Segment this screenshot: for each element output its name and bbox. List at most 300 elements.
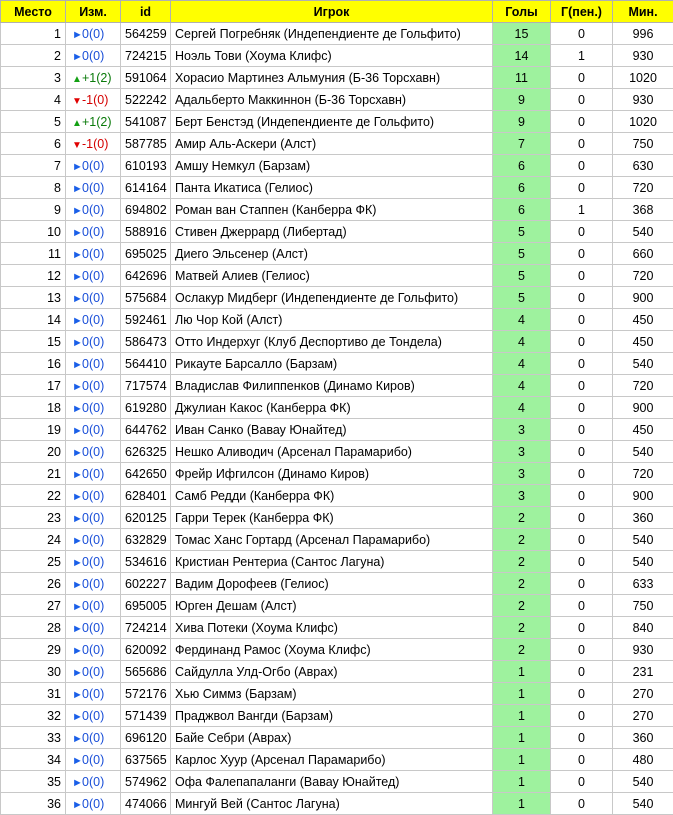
change-cell [66,463,121,485]
change-value: 0(0) [82,335,104,349]
place-cell: 30 [1,661,66,683]
col-header-id[interactable]: id [121,1,171,23]
col-header-change[interactable]: Изм. [66,1,121,23]
goals-cell: 5 [493,287,551,309]
place-cell: 34 [1,749,66,771]
table-row [1,749,673,771]
player-name-cell[interactable]: Праджвол Вангди (Барзам) [171,705,493,727]
player-name-cell[interactable]: Ноэль Тови (Хоума Клифс) [171,45,493,67]
player-name-cell[interactable]: Панта Икатиса (Гелиос) [171,177,493,199]
play-right-icon: ► [72,711,82,723]
penalty-goals-cell: 0 [551,111,613,133]
place-cell: 36 [1,793,66,815]
penalty-goals-cell: 0 [551,727,613,749]
change-cell [66,441,121,463]
place-cell: 18 [1,397,66,419]
goals-cell: 7 [493,133,551,155]
change-cell [66,397,121,419]
player-name-cell[interactable]: Стивен Джеррард (Либертад) [171,221,493,243]
change-value: +1(2) [82,71,112,85]
player-id-cell: 587785 [121,133,171,155]
change-value: 0(0) [82,511,104,525]
player-name-cell[interactable]: Кристиан Рентериа (Сантос Лагуна) [171,551,493,573]
player-name-cell[interactable]: Амшу Немкул (Барзам) [171,155,493,177]
change-cell [66,243,121,265]
change-cell [66,551,121,573]
goals-cell: 11 [493,67,551,89]
table-row [1,199,673,221]
change-cell [66,45,121,67]
penalty-goals-cell: 0 [551,771,613,793]
change-value: 0(0) [82,423,104,437]
play-right-icon: ► [72,579,82,591]
penalty-goals-cell: 0 [551,485,613,507]
place-cell: 35 [1,771,66,793]
player-name-cell[interactable]: Карлос Хуур (Арсенал Парамарибо) [171,749,493,771]
table-row [1,705,673,727]
change-value: 0(0) [82,181,104,195]
table-row [1,507,673,529]
change-cell [66,177,121,199]
play-right-icon: ► [72,359,82,371]
change-value: 0(0) [82,291,104,305]
place-cell: 27 [1,595,66,617]
change-cell [66,309,121,331]
change-value: 0(0) [82,577,104,591]
play-right-icon: ► [72,535,82,547]
table-row [1,463,673,485]
penalty-goals-cell: 0 [551,309,613,331]
player-name-cell[interactable]: Гарри Терек (Канберра ФК) [171,507,493,529]
player-id-cell: 694802 [121,199,171,221]
place-cell: 32 [1,705,66,727]
play-right-icon: ► [72,161,82,173]
play-right-icon: ► [72,29,82,41]
goals-cell: 4 [493,331,551,353]
play-right-icon: ► [72,205,82,217]
col-header-goals[interactable]: Голы [493,1,551,23]
play-right-icon: ► [72,271,82,283]
change-cell [66,133,121,155]
goals-cell: 5 [493,221,551,243]
change-cell [66,573,121,595]
change-value: 0(0) [82,203,104,217]
goals-cell: 3 [493,463,551,485]
minutes-cell: 750 [613,133,673,155]
player-id-cell: 571439 [121,705,171,727]
change-cell [66,793,121,815]
player-name-cell[interactable]: Томас Ханс Гортард (Арсенал Парамарибо) [171,529,493,551]
penalty-goals-cell: 0 [551,441,613,463]
change-value: 0(0) [82,467,104,481]
goals-cell: 6 [493,177,551,199]
penalty-goals-cell: 0 [551,661,613,683]
goals-cell: 15 [493,23,551,45]
table-row [1,441,673,463]
minutes-cell: 930 [613,45,673,67]
change-value: 0(0) [82,665,104,679]
penalty-goals-cell: 0 [551,749,613,771]
player-id-cell: 717574 [121,375,171,397]
player-name-cell[interactable]: Юрген Дешам (Алст) [171,595,493,617]
player-id-cell: 564410 [121,353,171,375]
penalty-goals-cell: 0 [551,155,613,177]
goals-cell: 1 [493,683,551,705]
penalty-goals-cell: 0 [551,23,613,45]
table-row [1,287,673,309]
minutes-cell: 750 [613,595,673,617]
col-header-min[interactable]: Мин. [613,1,673,23]
penalty-goals-cell: 0 [551,683,613,705]
change-value: 0(0) [82,643,104,657]
change-cell [66,749,121,771]
player-name-cell[interactable]: Байе Себри (Аврах) [171,727,493,749]
minutes-cell: 368 [613,199,673,221]
minutes-cell: 450 [613,419,673,441]
place-cell: 15 [1,331,66,353]
goals-cell: 3 [493,485,551,507]
player-id-cell: 695005 [121,595,171,617]
penalty-goals-cell: 0 [551,353,613,375]
minutes-cell: 360 [613,507,673,529]
goals-cell: 5 [493,243,551,265]
change-value: 0(0) [82,401,104,415]
change-value: 0(0) [82,731,104,745]
penalty-goals-cell: 0 [551,177,613,199]
goals-cell: 3 [493,441,551,463]
goals-cell: 2 [493,507,551,529]
player-id-cell: 474066 [121,793,171,815]
player-id-cell: 724214 [121,617,171,639]
goals-cell: 9 [493,89,551,111]
play-right-icon: ► [72,557,82,569]
goals-cell: 1 [493,793,551,815]
player-name-cell[interactable]: Хью Симмз (Барзам) [171,683,493,705]
player-name-cell[interactable]: Фрейр Ифгилсон (Динамо Киров) [171,463,493,485]
table-row [1,375,673,397]
minutes-cell: 540 [613,771,673,793]
place-cell: 20 [1,441,66,463]
player-id-cell: 588916 [121,221,171,243]
change-value: 0(0) [82,775,104,789]
minutes-cell: 930 [613,639,673,661]
player-id-cell: 620125 [121,507,171,529]
minutes-cell: 840 [613,617,673,639]
change-value: 0(0) [82,269,104,283]
player-name-cell[interactable]: Джулиан Какос (Канберра ФК) [171,397,493,419]
change-value: 0(0) [82,379,104,393]
table-row [1,661,673,683]
table-row [1,551,673,573]
change-cell [66,661,121,683]
penalty-goals-cell: 1 [551,45,613,67]
change-value: 0(0) [82,709,104,723]
goals-cell: 1 [493,771,551,793]
penalty-goals-cell: 0 [551,507,613,529]
minutes-cell: 360 [613,727,673,749]
change-cell [66,221,121,243]
minutes-cell: 540 [613,353,673,375]
place-cell: 19 [1,419,66,441]
change-cell [66,23,121,45]
goals-cell: 1 [493,705,551,727]
player-id-cell: 541087 [121,111,171,133]
minutes-cell: 270 [613,705,673,727]
player-name-cell[interactable]: Фердинанд Рамос (Хоума Клифс) [171,639,493,661]
play-right-icon: ► [72,249,82,261]
player-name-cell[interactable]: Амир Аль-Аскери (Алст) [171,133,493,155]
change-value: 0(0) [82,797,104,811]
penalty-goals-cell: 0 [551,617,613,639]
penalty-goals-cell: 0 [551,133,613,155]
table-row [1,155,673,177]
player-id-cell: 575684 [121,287,171,309]
table-row [1,595,673,617]
table-row [1,243,673,265]
place-cell: 28 [1,617,66,639]
goals-cell: 2 [493,595,551,617]
play-right-icon: ► [72,689,82,701]
goals-cell: 4 [493,397,551,419]
player-name-cell[interactable]: Роман ван Стаппен (Канберра ФК) [171,199,493,221]
change-cell [66,507,121,529]
col-header-place[interactable]: Место [1,1,66,23]
penalty-goals-cell: 0 [551,397,613,419]
place-cell: 5 [1,111,66,133]
place-cell: 33 [1,727,66,749]
goals-cell: 4 [493,353,551,375]
table-row [1,177,673,199]
player-name-cell[interactable]: Вадим Дорофеев (Гелиос) [171,573,493,595]
change-value: 0(0) [82,357,104,371]
play-right-icon: ► [72,315,82,327]
change-value: 0(0) [82,49,104,63]
change-cell [66,771,121,793]
table-row [1,529,673,551]
change-value: +1(2) [82,115,112,129]
player-id-cell: 696120 [121,727,171,749]
player-name-cell[interactable]: Хорасио Мартинез Альмуния (Б-36 Торсхавн) [171,67,493,89]
player-id-cell: 642650 [121,463,171,485]
col-header-pen[interactable]: Г(пен.) [551,1,613,23]
player-id-cell: 614164 [121,177,171,199]
player-id-cell: 522242 [121,89,171,111]
place-cell: 17 [1,375,66,397]
play-right-icon: ► [72,799,82,811]
place-cell: 26 [1,573,66,595]
penalty-goals-cell: 0 [551,793,613,815]
change-cell [66,287,121,309]
change-cell [66,199,121,221]
minutes-cell: 450 [613,331,673,353]
player-id-cell: 619280 [121,397,171,419]
player-name-cell[interactable]: Берт Бенстэд (Индепендиенте де Гольфито) [171,111,493,133]
change-value: 0(0) [82,687,104,701]
change-value: 0(0) [82,599,104,613]
place-cell: 24 [1,529,66,551]
minutes-cell: 540 [613,441,673,463]
play-right-icon: ► [72,183,82,195]
play-right-icon: ► [72,645,82,657]
player-name-cell[interactable]: Иван Санко (Вавау Юнайтед) [171,419,493,441]
player-name-cell[interactable]: Диего Эльсенер (Алст) [171,243,493,265]
play-right-icon: ► [72,601,82,613]
player-id-cell: 586473 [121,331,171,353]
place-cell: 25 [1,551,66,573]
change-cell [66,617,121,639]
player-id-cell: 642696 [121,265,171,287]
penalty-goals-cell: 0 [551,705,613,727]
place-cell: 22 [1,485,66,507]
place-cell: 1 [1,23,66,45]
player-id-cell: 610193 [121,155,171,177]
table-row [1,639,673,661]
table-row [1,89,673,111]
table-row [1,221,673,243]
goals-cell: 1 [493,661,551,683]
player-id-cell: 564259 [121,23,171,45]
place-cell: 23 [1,507,66,529]
minutes-cell: 720 [613,463,673,485]
player-name-cell[interactable]: Нешко Аливодич (Арсенал Парамарибо) [171,441,493,463]
goals-cell: 2 [493,617,551,639]
goals-cell: 9 [493,111,551,133]
player-id-cell: 620092 [121,639,171,661]
place-cell: 12 [1,265,66,287]
change-value: -1(0) [82,137,108,151]
change-value: 0(0) [82,445,104,459]
table-row [1,353,673,375]
table-row [1,793,673,815]
change-cell [66,155,121,177]
minutes-cell: 231 [613,661,673,683]
minutes-cell: 630 [613,155,673,177]
table-row [1,23,673,45]
player-name-cell[interactable]: Самб Редди (Канберра ФК) [171,485,493,507]
table-row [1,133,673,155]
change-cell [66,595,121,617]
player-name-cell[interactable]: Матвей Алиев (Гелиос) [171,265,493,287]
player-name-cell[interactable]: Адальберто Маккиннон (Б-36 Торсхавн) [171,89,493,111]
player-name-cell[interactable]: Хива Потеки (Хоума Клифс) [171,617,493,639]
play-right-icon: ► [72,403,82,415]
minutes-cell: 633 [613,573,673,595]
change-cell [66,683,121,705]
player-name-cell[interactable]: Мингуй Вей (Сантос Лагуна) [171,793,493,815]
change-cell [66,705,121,727]
play-right-icon: ► [72,337,82,349]
change-cell [66,111,121,133]
player-name-cell[interactable]: Рикауте Барсалло (Барзам) [171,353,493,375]
col-header-player[interactable]: Игрок [171,1,493,23]
minutes-cell: 720 [613,265,673,287]
player-id-cell: 626325 [121,441,171,463]
place-cell: 29 [1,639,66,661]
player-name-cell[interactable]: Лю Чор Кой (Алст) [171,309,493,331]
goals-cell: 2 [493,529,551,551]
minutes-cell: 996 [613,23,673,45]
change-cell [66,485,121,507]
player-name-cell[interactable]: Сергей Погребняк (Индепендиенте де Гольфито) [171,23,493,45]
table-row [1,573,673,595]
minutes-cell: 480 [613,749,673,771]
player-id-cell: 644762 [121,419,171,441]
penalty-goals-cell: 0 [551,573,613,595]
change-value: 0(0) [82,621,104,635]
penalty-goals-cell: 0 [551,595,613,617]
place-cell: 10 [1,221,66,243]
minutes-cell: 540 [613,551,673,573]
place-cell: 14 [1,309,66,331]
play-right-icon: ► [72,293,82,305]
play-right-icon: ► [72,491,82,503]
place-cell: 6 [1,133,66,155]
player-id-cell: 592461 [121,309,171,331]
penalty-goals-cell: 0 [551,551,613,573]
play-right-icon: ► [72,733,82,745]
table-row [1,265,673,287]
change-value: 0(0) [82,753,104,767]
minutes-cell: 930 [613,89,673,111]
player-name-cell[interactable]: Сайдулла Улд-Огбо (Аврах) [171,661,493,683]
triangle-up-icon: ▲ [72,74,82,85]
player-id-cell: 572176 [121,683,171,705]
place-cell: 16 [1,353,66,375]
play-right-icon: ► [72,623,82,635]
place-cell: 21 [1,463,66,485]
penalty-goals-cell: 0 [551,89,613,111]
minutes-cell: 450 [613,309,673,331]
play-right-icon: ► [72,755,82,767]
player-name-cell[interactable]: Отто Индерхуг (Клуб Деспортиво де Тондела) [171,331,493,353]
change-cell [66,353,121,375]
table-row [1,45,673,67]
table-row [1,111,673,133]
play-right-icon: ► [72,381,82,393]
play-right-icon: ► [72,425,82,437]
player-id-cell: 632829 [121,529,171,551]
triangle-down-icon: ▼ [72,140,82,151]
play-right-icon: ► [72,447,82,459]
penalty-goals-cell: 0 [551,375,613,397]
table-row [1,309,673,331]
player-name-cell[interactable]: Ослакур Мидберг (Индепендиенте де Гольфито) [171,287,493,309]
player-name-cell[interactable]: Владислав Филиппенков (Динамо Киров) [171,375,493,397]
change-cell [66,265,121,287]
minutes-cell: 660 [613,243,673,265]
change-cell [66,529,121,551]
table-row [1,727,673,749]
table-row [1,419,673,441]
goals-cell: 4 [493,375,551,397]
play-right-icon: ► [72,513,82,525]
place-cell: 8 [1,177,66,199]
table-row [1,397,673,419]
table-row [1,771,673,793]
change-cell [66,67,121,89]
header-row [1,1,673,23]
change-value: 0(0) [82,489,104,503]
change-value: -1(0) [82,93,108,107]
minutes-cell: 900 [613,397,673,419]
player-name-cell[interactable]: Офа Фалепапаланги (Вавау Юнайтед) [171,771,493,793]
table-row [1,617,673,639]
triangle-up-icon: ▲ [72,118,82,129]
play-right-icon: ► [72,227,82,239]
goals-cell: 2 [493,573,551,595]
table-body [1,23,673,815]
change-cell [66,331,121,353]
